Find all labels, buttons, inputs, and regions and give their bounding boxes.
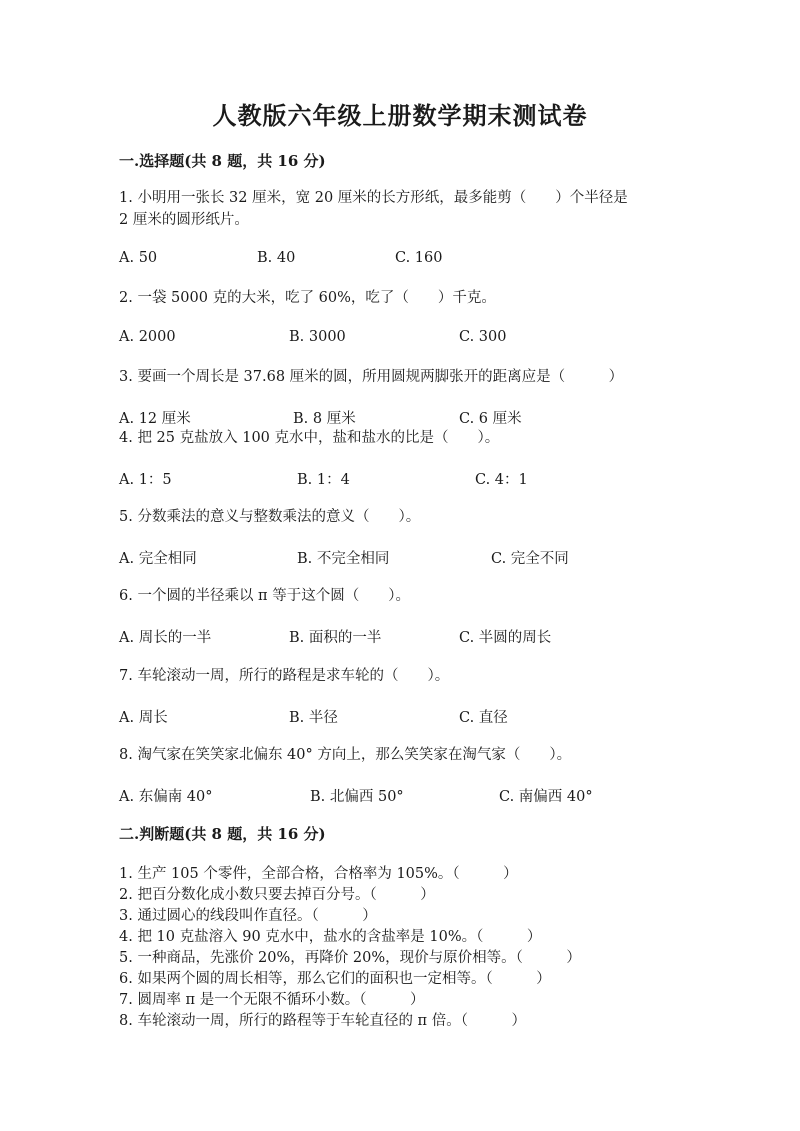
question-4-option-b: B. 1：4 (297, 472, 350, 488)
section-heading-choice: 一.选择题(共 8 题，共 16 分) (119, 152, 326, 170)
question-2-option-a: A. 2000 (119, 329, 176, 345)
question-8-option-c: C. 南偏西 40° (499, 789, 593, 805)
question-1-option-a: A. 50 (119, 250, 158, 266)
question-5-option-b: B. 不完全相同 (297, 551, 390, 567)
question-2: 2. 一袋 5000 克的大米，吃了 60%，吃了（ ）千克。 (119, 290, 496, 306)
question-5-option-c: C. 完全不同 (491, 551, 569, 567)
judge-item-8: 8. 车轮滚动一周，所行的路程等于车轮直径的 π 倍。（ ） (119, 1013, 526, 1029)
question-5-option-a: A. 完全相同 (119, 551, 197, 567)
question-3: 3. 要画一个周长是 37.68 厘米的圆，所用圆规两脚张开的距离应是（ ） (119, 369, 624, 385)
judge-item-2: 2. 把百分数化成小数只要去掉百分号。（ ） (119, 887, 435, 903)
question-3-option-c: C. 6 厘米 (459, 411, 522, 427)
question-1-option-b: B. 40 (257, 250, 296, 266)
question-5: 5. 分数乘法的意义与整数乘法的意义（ ）。 (119, 509, 421, 525)
judge-item-7: 7. 圆周率 π 是一个无限不循环小数。（ ） (119, 992, 425, 1008)
question-3-option-b: B. 8 厘米 (293, 411, 356, 427)
question-4: 4. 把 25 克盐放入 100 克水中，盐和盐水的比是（ ）。 (119, 430, 500, 446)
page-title: 人教版六年级上册数学期末测试卷 (212, 101, 588, 130)
question-1-option-c: C. 160 (395, 250, 443, 266)
judge-item-1: 1. 生产 105 个零件，全部合格，合格率为 105%。（ ） (119, 866, 518, 882)
question-1-line-1: 1. 小明用一张长 32 厘米，宽 20 厘米的长方形纸，最多能剪（ ）个半径是 (119, 190, 628, 206)
question-6: 6. 一个圆的半径乘以 π 等于这个圆（ ）。 (119, 588, 410, 604)
section-heading-judge: 二.判断题(共 8 题，共 16 分) (119, 825, 326, 843)
question-7-option-a: A. 周长 (119, 710, 168, 726)
question-3-option-a: A. 12 厘米 (119, 411, 191, 427)
judge-item-5: 5. 一种商品，先涨价 20%，再降价 20%，现价与原价相等。（ ） (119, 950, 581, 966)
question-7: 7. 车轮滚动一周，所行的路程是求车轮的（ ）。 (119, 668, 450, 684)
question-7-option-b: B. 半径 (289, 710, 338, 726)
question-6-option-c: C. 半圆的周长 (459, 630, 552, 646)
question-4-option-a: A. 1：5 (119, 472, 172, 488)
question-2-option-c: C. 300 (459, 329, 507, 345)
judge-item-4: 4. 把 10 克盐溶入 90 克水中，盐水的含盐率是 10%。（ ） (119, 929, 542, 945)
question-8-option-a: A. 东偏南 40° (119, 789, 213, 805)
question-2-option-b: B. 3000 (289, 329, 346, 345)
question-8-option-b: B. 北偏西 50° (310, 789, 404, 805)
judge-item-3: 3. 通过圆心的线段叫作直径。（ ） (119, 908, 377, 924)
question-4-option-c: C. 4：1 (475, 472, 528, 488)
judge-item-6: 6. 如果两个圆的周长相等，那么它们的面积也一定相等。（ ） (119, 971, 551, 987)
question-8: 8. 淘气家在笑笑家北偏东 40° 方向上，那么笑笑家在淘气家（ ）。 (119, 747, 572, 763)
question-6-option-b: B. 面积的一半 (289, 630, 382, 646)
question-1-line-2: 2 厘米的圆形纸片。 (119, 212, 249, 228)
question-7-option-c: C. 直径 (459, 710, 508, 726)
question-6-option-a: A. 周长的一半 (119, 630, 212, 646)
